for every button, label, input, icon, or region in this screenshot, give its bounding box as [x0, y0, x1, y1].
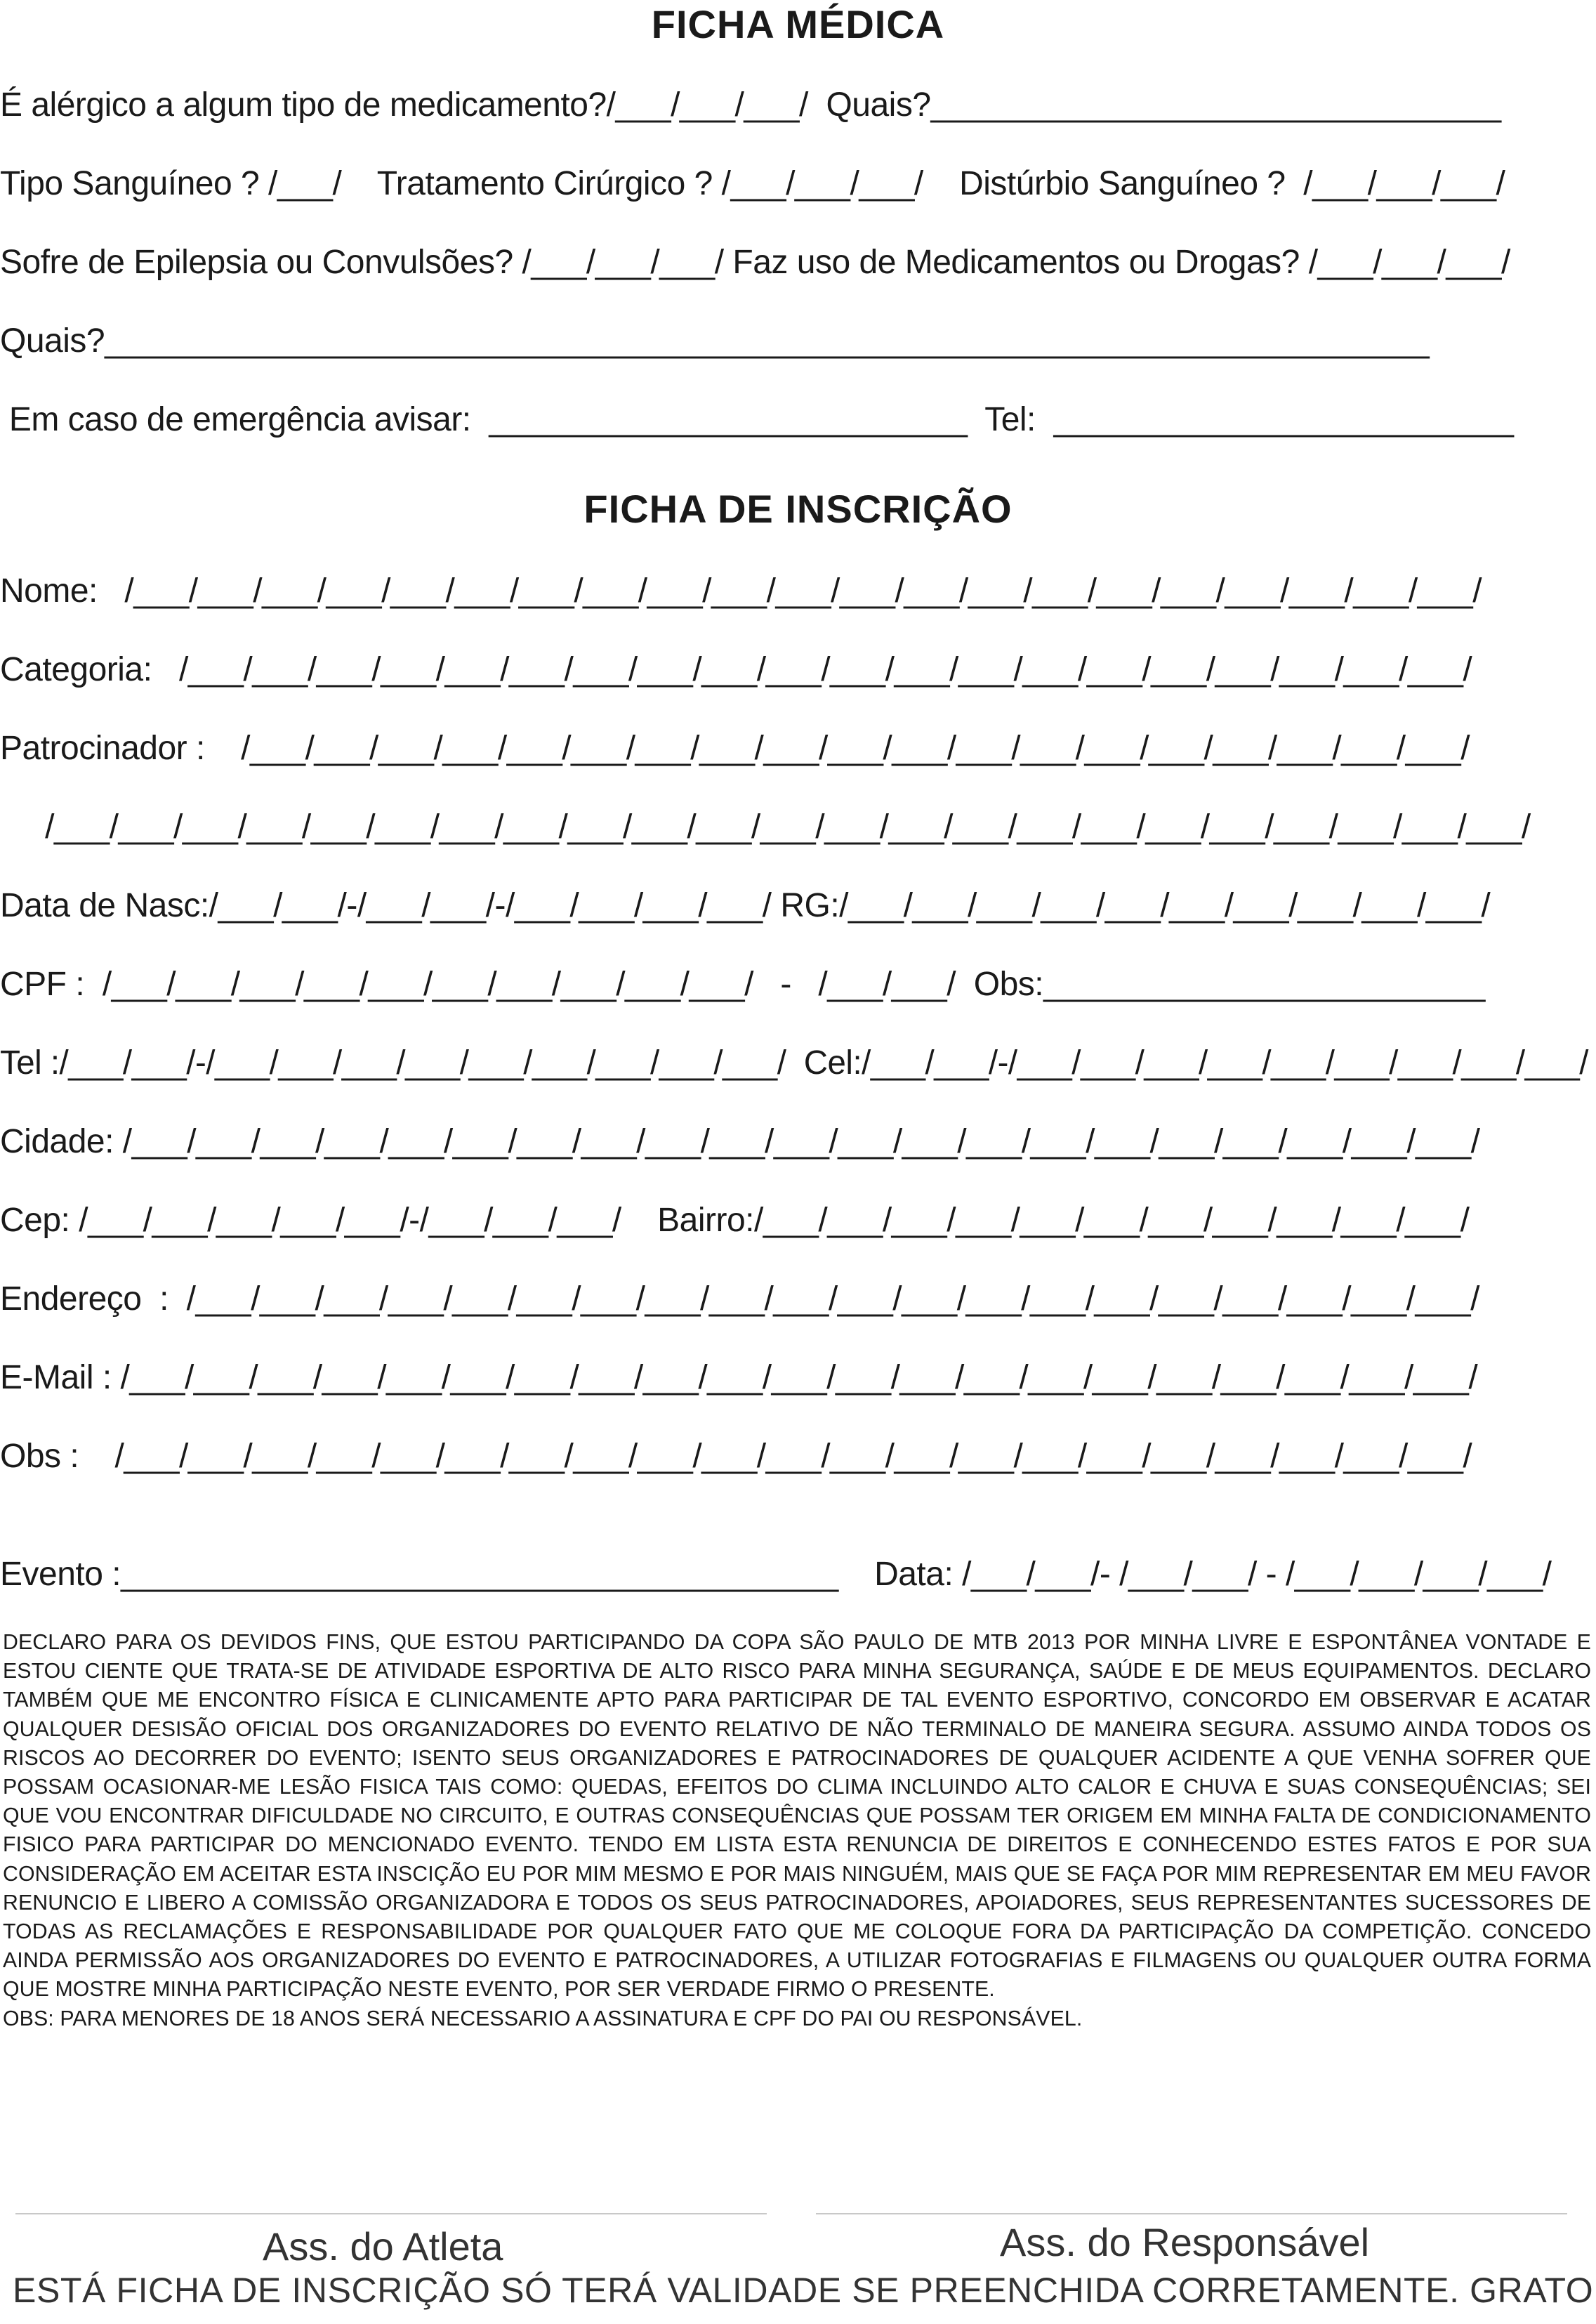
name-field[interactable]: Nome: /___/___/___/___/___/___/___/___/___/___/___/___/___/___/___/___/___/___/___/___/___/ — [0, 572, 1482, 610]
event-date-field[interactable]: Evento :_______________________________________ Data: /___/___/- /___/___/ - /___/___/___/___/ — [0, 1556, 1552, 1593]
medications-which-field[interactable]: Quais?________________________________________________________________________ — [0, 322, 1430, 360]
liability-declaration — [3, 1628, 1591, 2033]
phone-field[interactable]: Tel :/___/___/-/___/___/___/___/___/___/___/___/___/ Cel:/___/___/-/___/___/___/___/___/___/___/___/___/ — [0, 1044, 1588, 1082]
zip-neighborhood-field[interactable]: Cep: /___/___/___/___/___/-/___/___/___/ Bairro:/___/___/___/___/___/___/___/___/___/___/___/ — [0, 1202, 1470, 1239]
city-field[interactable]: Cidade: /___/___/___/___/___/___/___/___/___/___/___/___/___/___/___/___/___/___/___/___/___/ — [0, 1123, 1480, 1160]
birthdate-rg-field[interactable]: Data de Nasc:/___/___/-/___/___/-/___/___/___/___/ RG:/___/___/___/___/___/___/___/___/___/___/ — [0, 887, 1491, 924]
observations-field[interactable]: Obs : /___/___/___/___/___/___/___/___/___/___/___/___/___/___/___/___/___/___/___/___/___/ — [0, 1438, 1472, 1475]
registration-form-title: FICHA DE INSCRIÇÃO — [583, 487, 1013, 531]
category-field[interactable]: Categoria: /___/___/___/___/___/___/___/___/___/___/___/___/___/___/___/___/___/___/___/___/ — [0, 651, 1472, 688]
medical-form-title: FICHA MÉDICA — [651, 2, 945, 46]
minors-note: OBS: PARA MENORES DE 18 ANOS SERÁ NECESSARIO A ASSINATURA E CPF DO PAI OU RESPONSÁVEL. — [3, 2007, 1083, 2030]
sponsor-field[interactable]: Patrocinador : /___/___/___/___/___/___/___/___/___/___/___/___/___/___/___/___/___/___/___/ — [0, 730, 1470, 767]
epilepsy-field[interactable]: Sofre de Epilepsia ou Convulsões? /___/___/___/ Faz uso de Medicamentos ou Drogas? /___/___/___/ — [0, 244, 1510, 281]
cpf-field[interactable]: CPF : /___/___/___/___/___/___/___/___/___/___/ - /___/___/ Obs:________________________ — [0, 966, 1485, 1003]
email-field[interactable]: E-Mail : /___/___/___/___/___/___/___/___/___/___/___/___/___/___/___/___/___/___/___/___/___/ — [0, 1359, 1478, 1396]
athlete-signature-line[interactable] — [15, 2213, 767, 2214]
emergency-contact-field[interactable]: Em caso de emergência avisar: __________________________ Tel: _________________________ — [0, 401, 1514, 438]
guardian-signature-label: Ass. do Responsável — [1000, 2220, 1370, 2264]
guardian-signature-line[interactable] — [816, 2213, 1567, 2214]
sponsor-field-continuation[interactable]: /___/___/___/___/___/___/___/___/___/___/___/___/___/___/___/___/___/___/___/___/___/___/___/ — [0, 808, 1531, 846]
allergy-field[interactable]: É alérgico a algum tipo de medicamento?/___/___/___/ Quais?_______________________________ — [0, 86, 1501, 124]
declaration-text: DECLARO PARA OS DEVIDOS FINS, QUE ESTOU PARTICIPANDO DA COPA SÃO PAULO DE MTB 2013 POR MINHA LIVRE E ESPONTÂNEA VONTADE E ESTOU CIENTE QUE TRATA-SE DE ATIVIDADE ESPORTIVA DE ALTO RISCO PARA MINHA SEGURANÇA, SAÚDE E DE MEUS EQUIPAMENTOS. DECLARO TAMBÉM QUE ME ENCONTRO FÍSICA E CLINICAMENTE APTO PARA PARTICIPAR DE TAL EVENTO ESPORTIVO, CONCORDO EM OBSERVAR E ACATAR QUALQUER DESISÃO OFICIAL DOS ORGANIZADORES DO EVENTO RELATIVO DE NÃO TERMINALO DE MANEIRA SEGURA. ASSUMO AINDA TODOS OS RISCOS AO DECORRER DO EVENTO; ISENTO SEUS ORGANIZADORES E PATROCINADORES DE QUALQUER ACIDENTE A QUE VENHA SOFRER QUE POSSAM OCASIONAR-ME LESÃO FISICA TAIS COMO: QUEDAS, EFEITOS DO CLIMA INCLUINDO ALTO CALOR E CHUVA E SUAS CONSEQUÊNCIAS; SEI QUE VOU ENCONTRAR DIFICULDADE NO CIRCUITO, E OUTRAS CONSEQUÊNCIAS QUE POSSAM TER ORIGEM EM MINHA FALTA DE CONDICIONAMENTO FISICO PARA PARTICIPAR DO MENCIONADO EVENTO. TENDO EM LISTA ESTA RENUNCIA DE DIREITOS E CONHECENDO ESTES FATOS E POR SUA CONSIDERAÇÃO EM ACEITAR ESTA INSCIÇÃO EU POR MIM MESMO E POR MAIS NINGUÉM, MAIS QUE SE FAÇA POR MIM REPRESENTAR EM MEU FAVOR RENUNCIO E LIBERO A COMISSÃO ORGANIZADORA E TODOS OS SEUS PATROCINADORES, APOIADORES, SEUS REPRESENTANTES SUCESSORES DE TODAS AS RECLAMAÇÕES E RESPONSABILIDADE POR QUALQUER FATO QUE ME COLOQUE FORA DA PARTICIPAÇÃO DA COMPETIÇÃO. CONCEDO AINDA PERMISSÃO AOS ORGANIZADORES DO EVENTO E PATROCINADORES, A UTILIZAR FOTOGRAFIAS E FILMAGENS OU QUALQUER OUTRA FORMA QUE MOSTRE MINHA PARTICIPAÇÃO NESTE EVENTO, POR SER VERDADE FIRMO O PRESENTE. — [3, 1631, 1591, 2002]
validity-footer: ESTÁ FICHA DE INSCRIÇÃO SÓ TERÁ VALIDADE SE PREENCHIDA CORRETAMENTE. GRATO — [13, 2271, 1594, 2310]
blood-type-field[interactable]: Tipo Sanguíneo ? /___/ Tratamento Cirúrgico ? /___/___/___/ Distúrbio Sanguíneo ? /___/___/___/ — [0, 165, 1505, 202]
athlete-signature-label: Ass. do Atleta — [263, 2224, 503, 2269]
address-field[interactable]: Endereço : /___/___/___/___/___/___/___/___/___/___/___/___/___/___/___/___/___/___/___/___/ — [0, 1280, 1479, 1318]
